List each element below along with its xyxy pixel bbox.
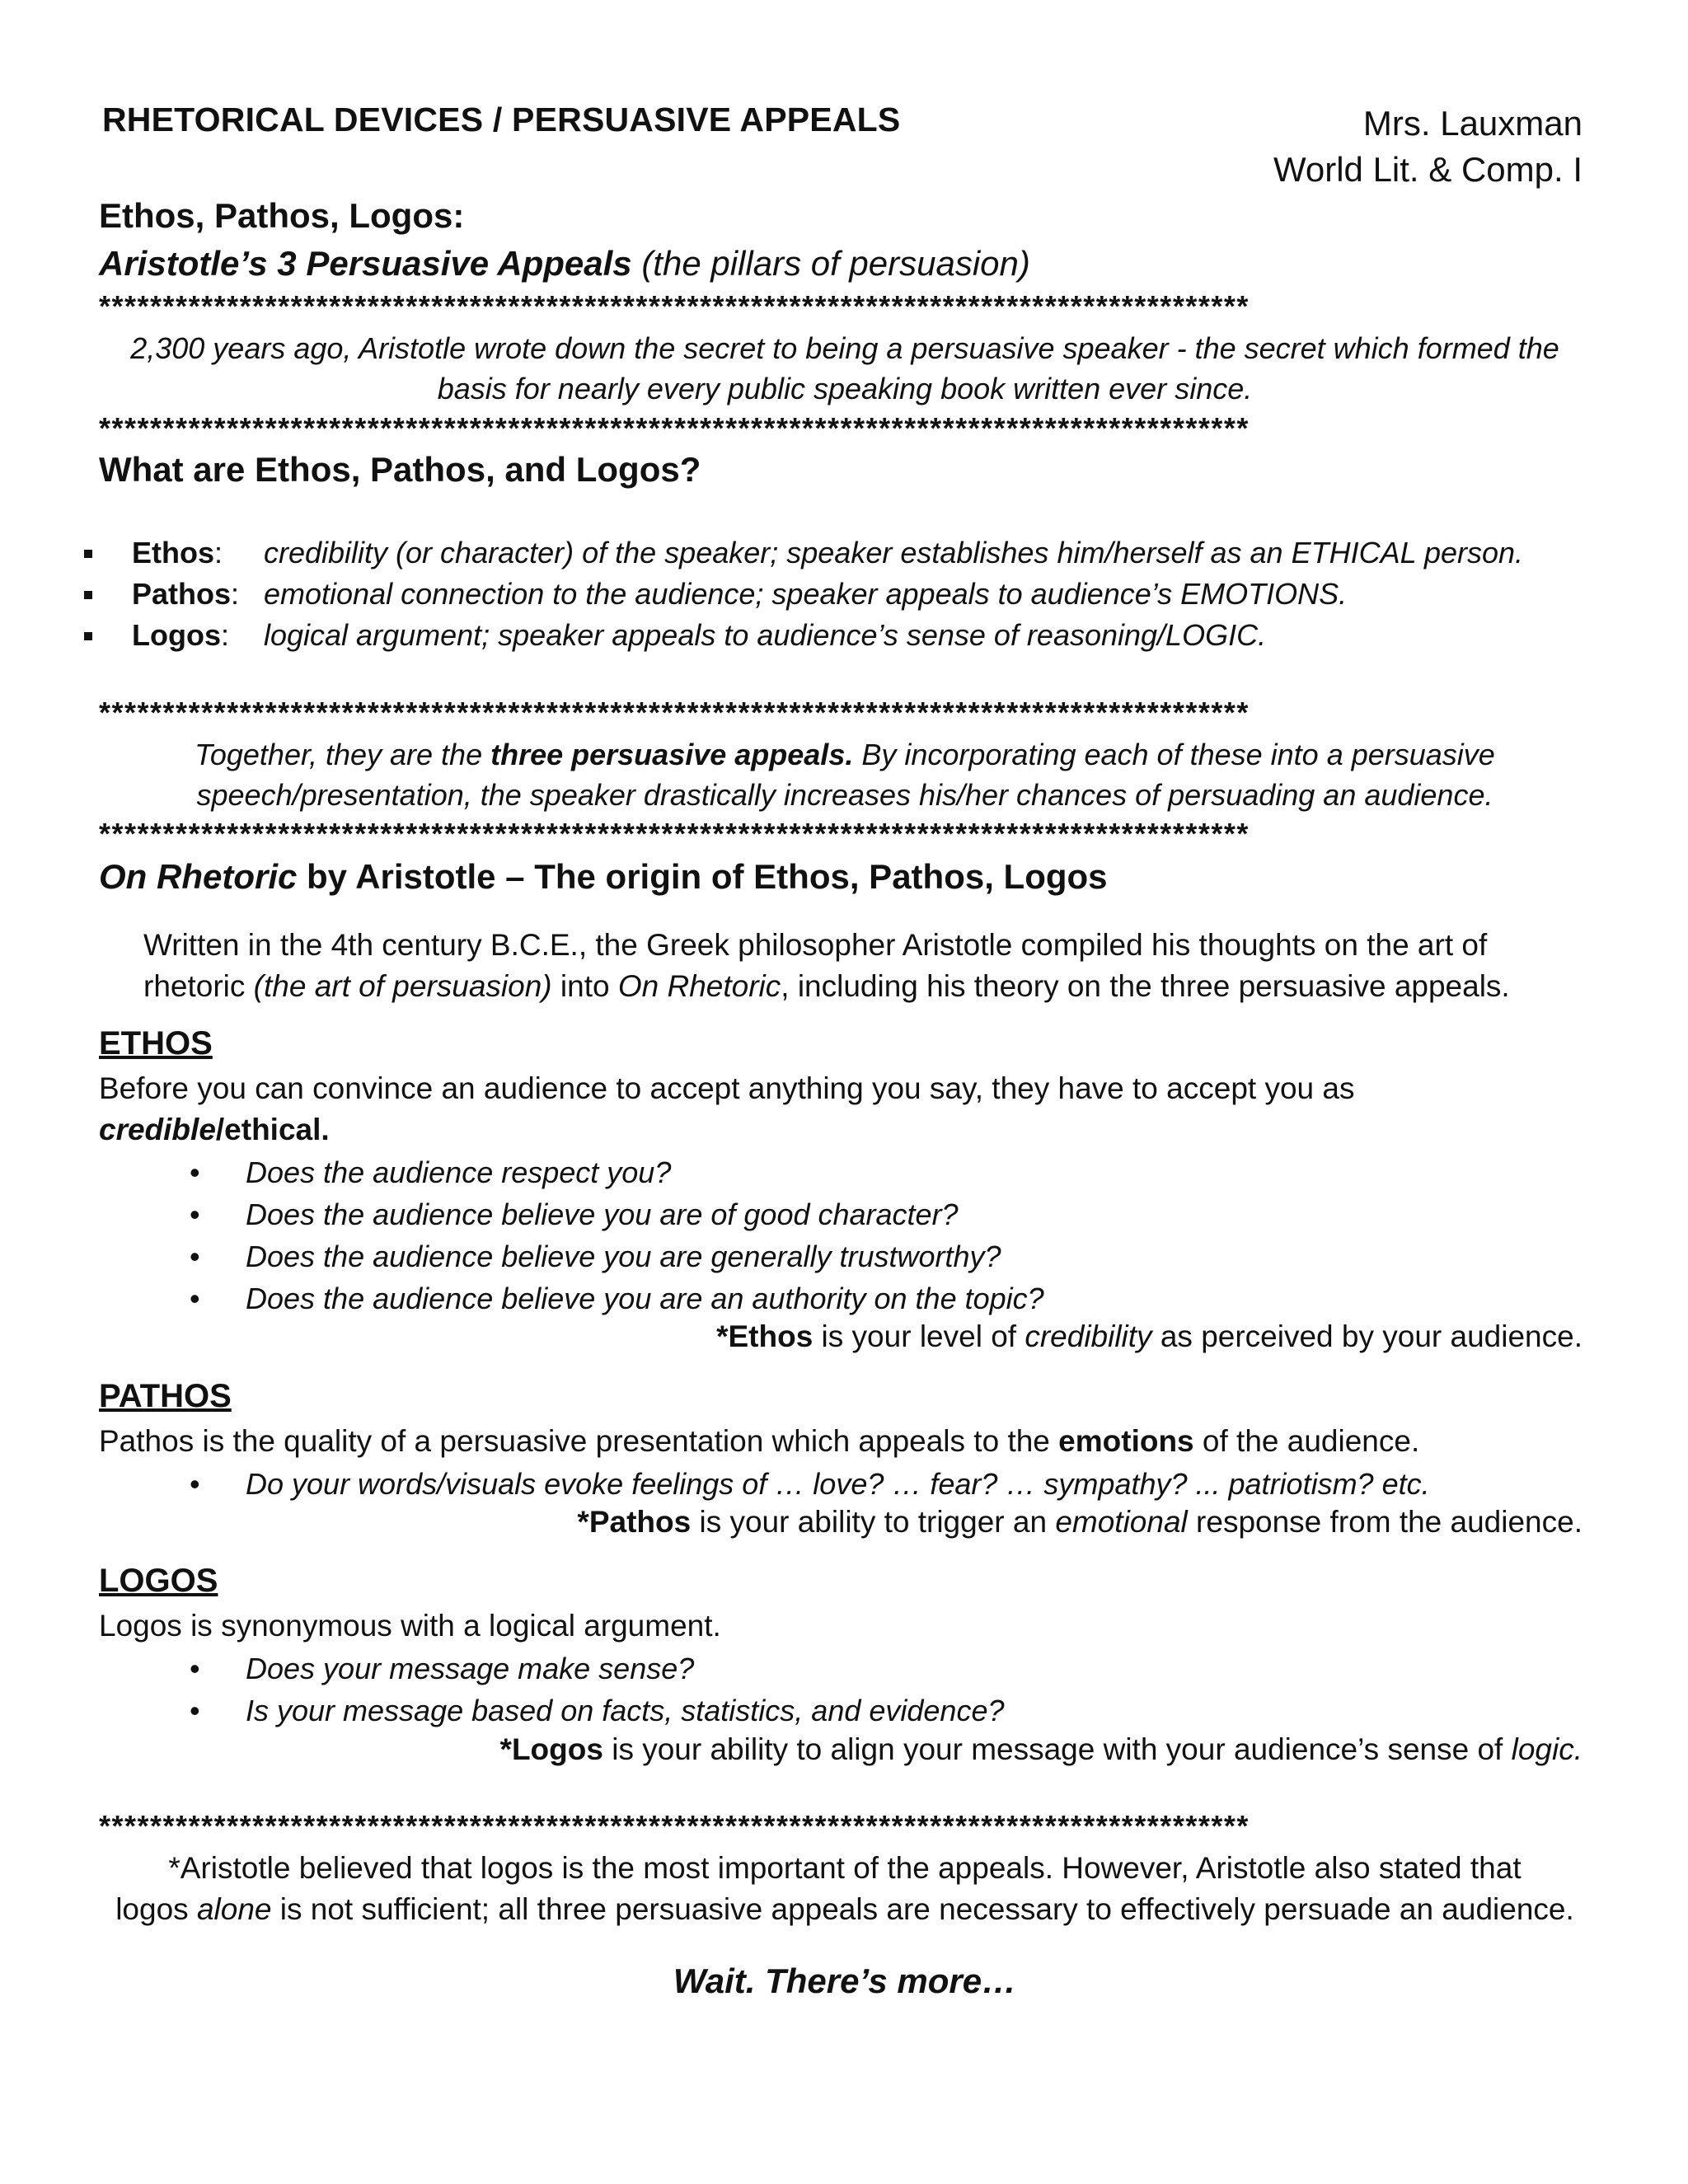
appeal-definition: logical argument; speaker appeals to audience’s sense of reasoning/LOGIC. [264, 618, 1267, 652]
on-rhetoric-paragraph: Written in the 4th century B.C.E., the Greek philosopher Aristotle compiled his thoughts on the art of rhetoric (the art of persuasion) into On Rhetoric, including his theory on the three persuasive appeals. [143, 928, 1510, 1003]
star-divider: ****************************************************************************************** [99, 817, 1250, 851]
star-divider: ****************************************************************************************** [99, 696, 1250, 729]
pathos-summary: *Pathos is your ability to trigger an emotional response from the audience. [577, 1505, 1582, 1539]
star-divider: ****************************************************************************************** [99, 289, 1250, 323]
intro-heading: Ethos, Pathos, Logos: [99, 196, 465, 235]
intro-subheading [99, 244, 1030, 284]
closing-paragraph: *Aristotle believed that logos is the most important of the appeals. However, Aristotle also stated that logos alone is not sufficient; all three persuasive appeals are necessary to effectively persuade an audience. [115, 1851, 1574, 1926]
square-bullet-icon [84, 591, 92, 599]
course-name: World Lit. & Comp. I [1273, 150, 1582, 189]
appeal-label: Ethos: [132, 536, 223, 569]
ethos-heading: ETHOS [99, 1025, 213, 1062]
appeal-label: Pathos: [132, 577, 240, 611]
ethos-summary: *Ethos is your level of credibility as perceived by your audience. [716, 1319, 1582, 1353]
what-are-heading: What are Ethos, Pathos, and Logos? [99, 450, 701, 489]
ethos-intro: Before you can convince an audience to accept anything you say, they have to accept you as credible/ethical. [99, 1071, 1355, 1146]
teacher-name: Mrs. Lauxman [1362, 104, 1582, 143]
star-divider: ****************************************************************************************** [99, 411, 1250, 445]
square-bullet-icon [84, 550, 92, 558]
on-rhetoric-heading: On Rhetoric by Aristotle – The origin of Ethos, Pathos, Logos [99, 857, 1108, 896]
together-line-2: speech/presentation, the speaker drastically increases his/her chances of persuading an audience. [196, 778, 1493, 812]
logos-intro: Logos is synonymous with a logical argument. [99, 1609, 721, 1643]
teacher-info [1273, 101, 1582, 193]
appeal-definition: emotional connection to the audience; speaker appeals to audience’s EMOTIONS. [264, 577, 1348, 611]
appeal-definition: credibility (or character) of the speaker; speaker establishes him/herself as an ETHICAL person. [264, 536, 1524, 569]
star-divider: ****************************************************************************************** [99, 1809, 1250, 1843]
pathos-intro: Pathos is the quality of a persuasive presentation which appeals to the emotions of the audience. [99, 1424, 1420, 1458]
footer-teaser: Wait. There’s more… [673, 1961, 1017, 2000]
subheading-bold: Aristotle’s 3 Persuasive Appeals [99, 244, 632, 283]
document-title: RHETORICAL DEVICES / PERSUASIVE APPEALS [102, 101, 901, 138]
intro-quote-line-2: basis for nearly every public speaking book written ever since. [437, 372, 1253, 405]
worksheet-page: RHETORICAL DEVICES / PERSUASIVE APPEALS Mrs. Lauxman World Lit. & Comp. I Ethos, Pathos, Logos: Aristotle’s 3 Persuasive Appeals (the pillars of persuasion) ****************************************************************************************** 2,300 years ago, Aristotle wrote down the secret to being a persuasive speaker - the secret which formed the basis for nearly every public speaking book written ever since. ****************************************************************************************** What are Ethos, Pathos, and Logos? Ethos: credibility (or character) of the speaker; speaker establishes him/herself as an ETHICAL person. Pathos: emotional connection to the audience; speaker appeals to audience’s EMOTIONS. Logos: logical argument; speaker appeals to audience’s sense of reasoning/LOGIC. ****************************************************************************************** Together, they are the three persuasive appeals. By incorporating each of these into a persuasive speech/presentation, the speaker drastically increases his/her chances of persuading an audience. ****************************************************************************************** On Rhetoric by Aristotle – The origin of Ethos, Pathos, Logos Written in the 4th century B.C.E., the Greek philosopher Aristotle compiled his thoughts on the art of rhetoric (the art of persuasion) into On Rhetoric, including his theory on the three persuasive appeals. ETHOS Before you can convince an audience to accept anything you say, they have to accept you as credible/ethical. • Does the audience respect you? • Does the audience believe you are of good character? • Does the audience believe you are generally trustworthy? • Does the audience believe you are an authority on the topic? *Ethos is your level of credibility as perceived by your audience. PATHOS Pathos is the quality of a persuasive presentation which appeals to the emotions of the audience. • Do your words/visuals evoke feelings of … love? … fear? … sympathy? ... patriotism? etc. *Pathos is your ability to trigger an emotional response from the audience. LOGOS Logos is synonymous with a logical argument. • Does your message make sense? • Is your message based on facts, statistics, and evidence? *Logos is your ability to align your message with your audience’s sense of logic. ****************************************************************************************** *Aristotle believed that logos is the most important of the appeals. However, Aristotle also stated that logos alone is not sufficient; all three persuasive appeals are necessary to effectively persuade an audience. Wait. There’s more… [0, 0, 1688, 2184]
pathos-heading: PATHOS [99, 1378, 232, 1414]
logos-heading: LOGOS [99, 1563, 218, 1599]
square-bullet-icon [84, 632, 92, 640]
together-line-1: Together, they are the three persuasive appeals. By incorporating each of these into a persuasive [195, 738, 1495, 771]
logos-summary: *Logos is your ability to align your message with your audience’s sense of logic. [499, 1732, 1582, 1766]
intro-quote-line-1: 2,300 years ago, Aristotle wrote down the secret to being a persuasive speaker - the secret which formed the [130, 331, 1559, 365]
appeal-label: Logos: [132, 618, 229, 652]
subheading-paren: (the pillars of persuasion) [631, 244, 1030, 283]
